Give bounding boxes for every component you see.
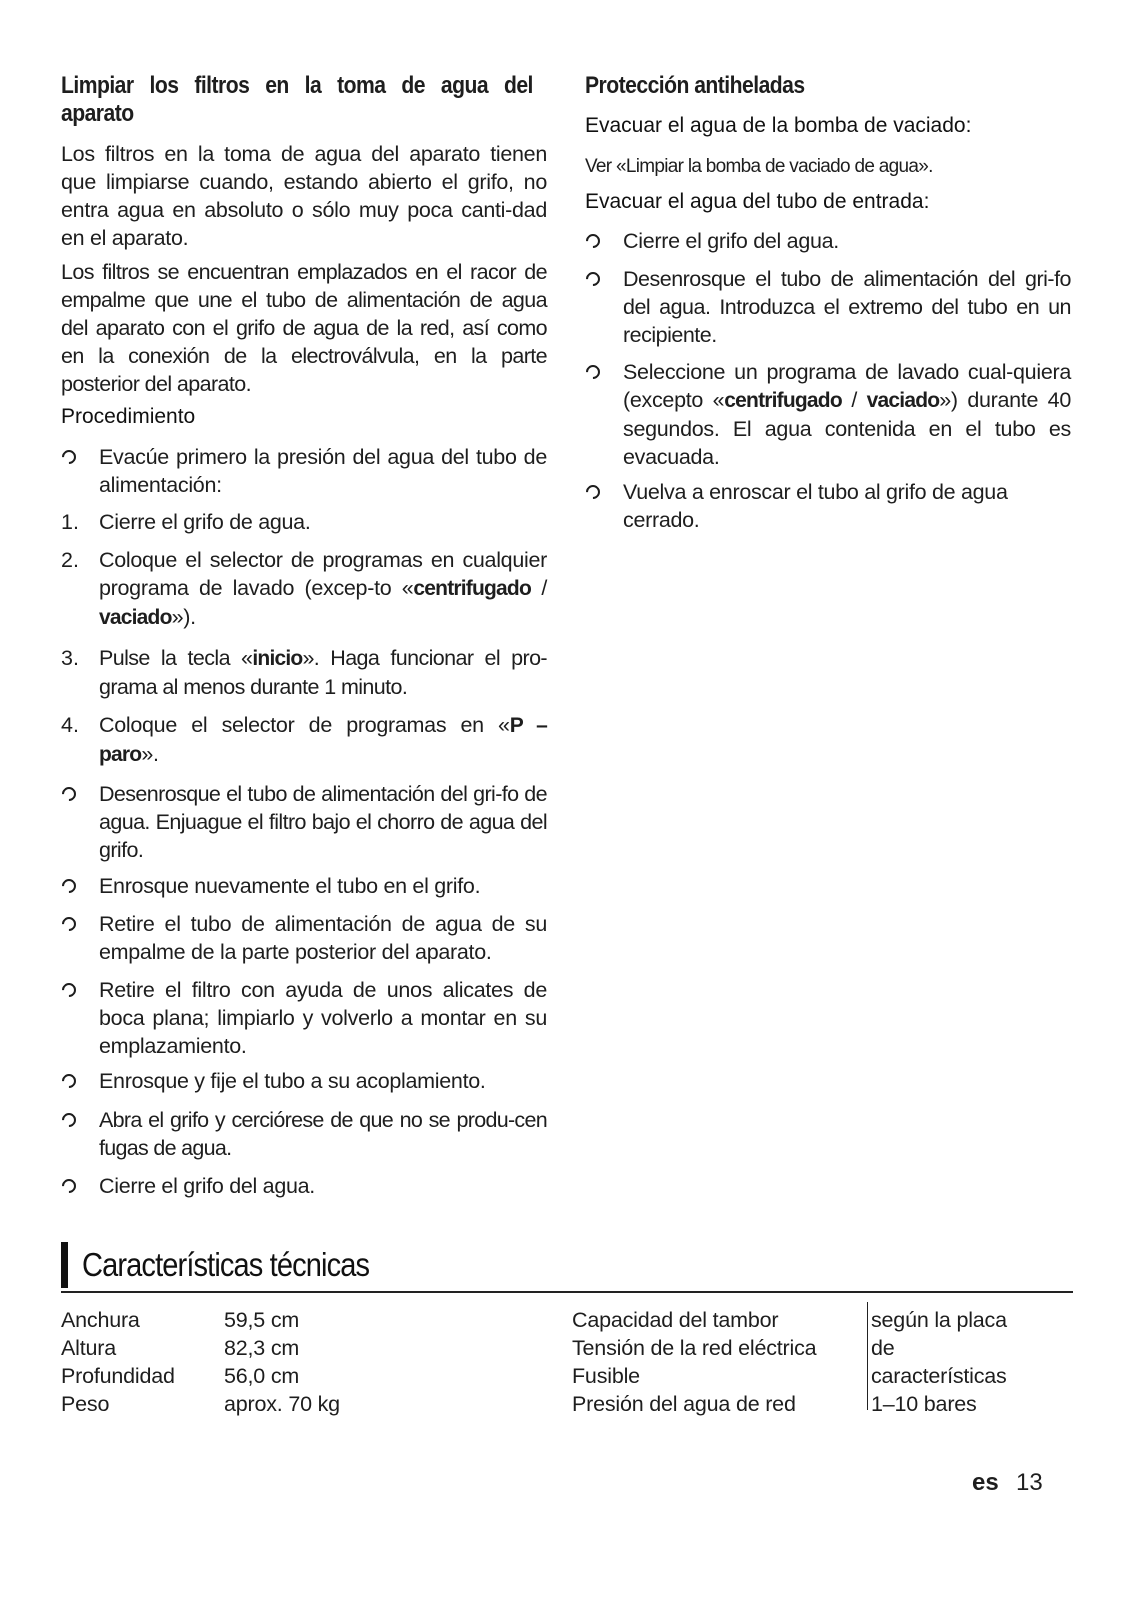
spec-values-left <box>224 1306 340 1418</box>
spec-value: de <box>871 1336 895 1360</box>
spec-value: 59,5 cm <box>224 1308 300 1332</box>
bullet-icon <box>583 362 603 382</box>
spec-label: Anchura <box>61 1308 140 1332</box>
spec-value: características <box>871 1364 1007 1388</box>
bullet-icon <box>59 914 79 934</box>
bullet-icon <box>583 231 603 251</box>
spec-label: Presión del agua de red <box>572 1392 796 1416</box>
spec-value: 82,3 cm <box>224 1336 300 1360</box>
bullet-icon <box>59 784 79 804</box>
spec-values-right <box>871 1306 1007 1418</box>
spec-label: Capacidad del tambor <box>572 1308 779 1332</box>
page-number: 13 <box>1016 1469 1043 1496</box>
spec-label: Fusible <box>572 1364 640 1388</box>
bullet-icon <box>59 980 79 1000</box>
technical-specs-title: Características técnicas <box>61 1242 408 1288</box>
language-code: es <box>972 1469 999 1496</box>
spec-label: Tensión de la red eléctrica <box>572 1336 817 1360</box>
section-divider <box>61 1291 1073 1293</box>
bullet-icon <box>59 1110 79 1130</box>
spec-labels-right <box>572 1306 816 1418</box>
bullet-icon <box>59 447 79 467</box>
filters-heading-line2: aparato <box>61 100 134 127</box>
spec-value: 56,0 cm <box>224 1364 300 1388</box>
drain-pump-subheading: Evacuar el agua de la bomba de vaciado: <box>585 114 972 137</box>
frost-protection-heading: Protección antiheladas <box>585 72 805 99</box>
spec-label: Peso <box>61 1392 110 1416</box>
spec-value: aprox. 70 kg <box>224 1392 340 1416</box>
bullet-icon <box>59 876 79 896</box>
spec-labels-left <box>61 1306 175 1418</box>
bullet-icon <box>583 269 603 289</box>
procedure-heading: Procedimiento <box>61 405 196 428</box>
filters-paragraph-1: Los filtros en la toma de agua del aparato tienen que limpiarse cuando, estando abierto el grifo, no entra agua en absoluto o sólo muy poca canti-dad en el aparato. <box>61 142 547 250</box>
spec-label: Altura <box>61 1336 116 1360</box>
bullet-icon <box>59 1176 79 1196</box>
spec-value: 1–10 bares <box>871 1392 977 1416</box>
spec-column-divider <box>867 1302 868 1410</box>
filters-heading <box>61 72 547 128</box>
drain-pump-reference: Ver «Limpiar la bomba de vaciado de agua». <box>585 156 933 177</box>
spec-label: Profundidad <box>61 1364 175 1388</box>
bullet-icon <box>59 1071 79 1091</box>
filters-heading-line1: Limpiar los filtros en la toma de agua del <box>61 72 533 99</box>
filters-paragraph-2: Los filtros se encuentran emplazados en el racor de empalme que une el tubo de alimentación de agua del aparato con el grifo de agua de la red, así como en la conexión de la electroválvula, en la parte posterior del aparato. <box>61 260 547 396</box>
bullet-icon <box>583 482 603 502</box>
inlet-hose-subheading: Evacuar el agua del tubo de entrada: <box>585 190 930 213</box>
spec-value: según la placa <box>871 1308 1007 1332</box>
